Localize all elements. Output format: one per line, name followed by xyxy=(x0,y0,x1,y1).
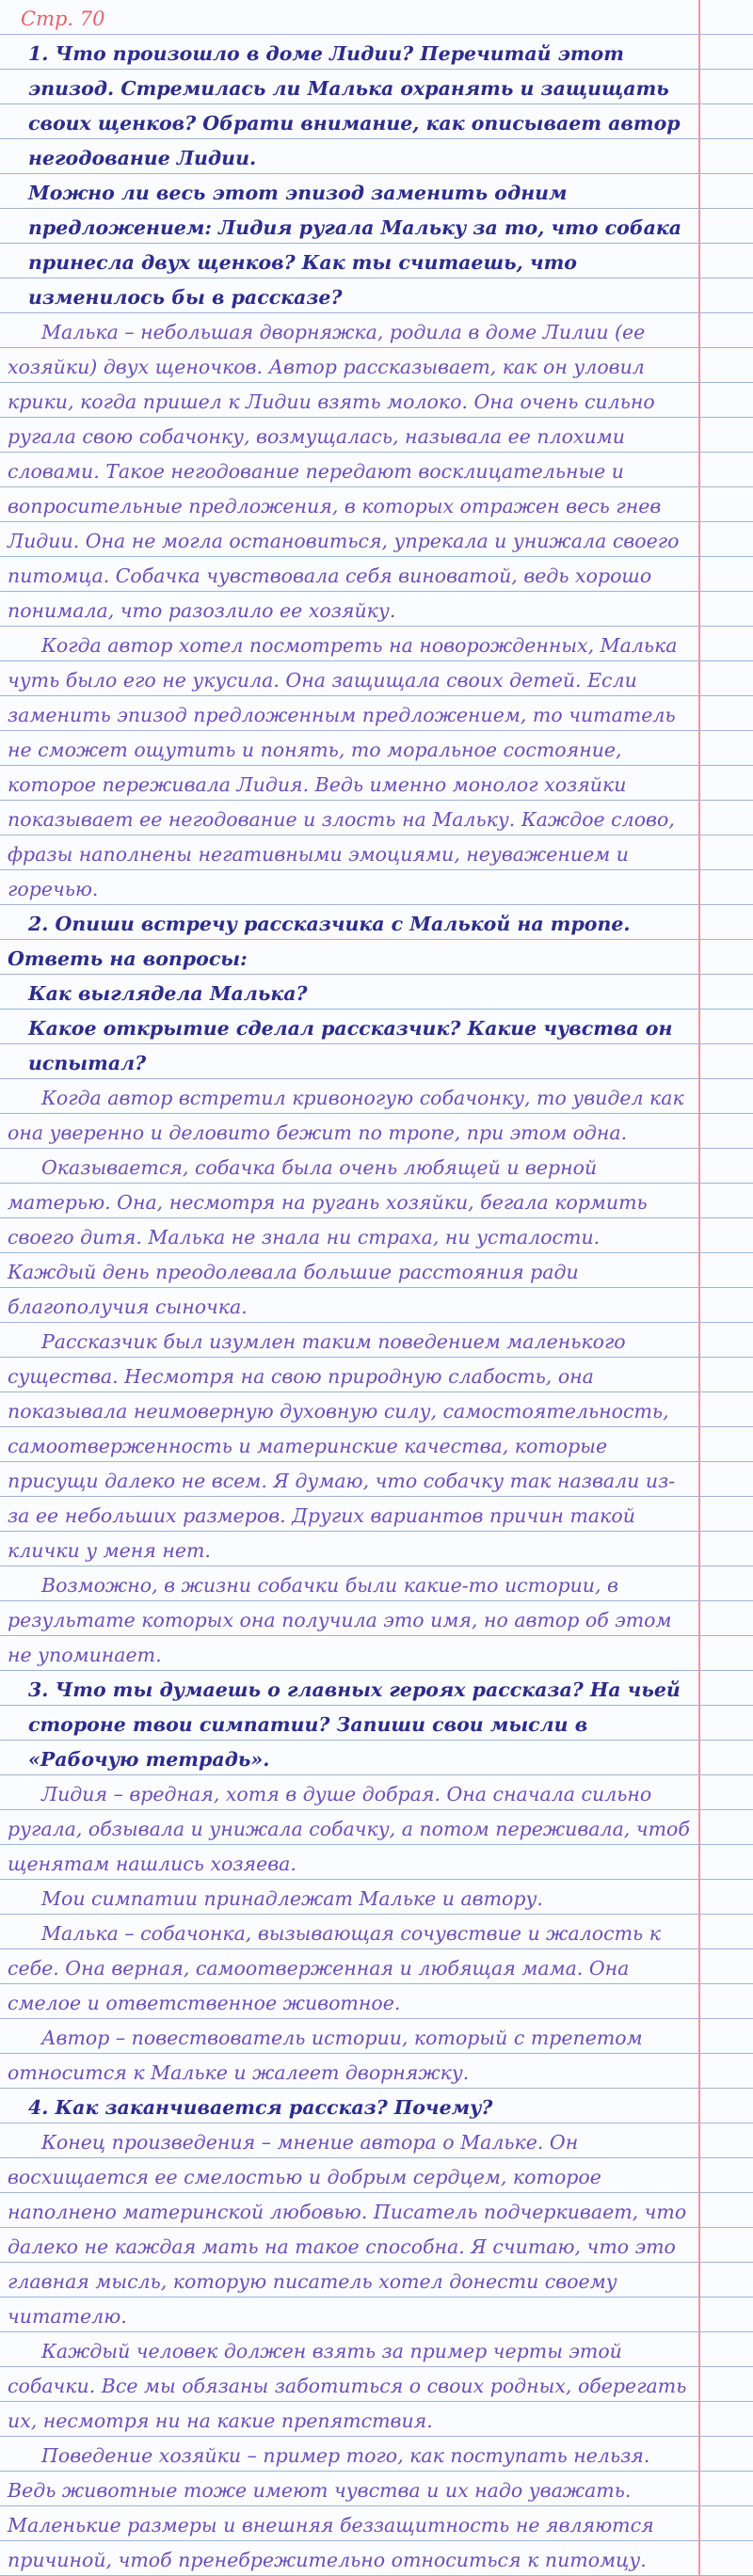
question-text: 2. Опиши встречу рассказчика с Малькой на тропе. xyxy=(28,913,631,935)
answer-block xyxy=(8,2125,691,2576)
answer-paragraph: Когда автор встретил кривоногую собачонку, то увидел как она уверенно и деловито бежит по тропе, при этом одна. xyxy=(8,1087,684,1144)
margin-line xyxy=(698,0,700,2576)
handwritten-content xyxy=(8,2,691,2576)
question-block xyxy=(8,176,691,315)
question-block xyxy=(8,37,691,176)
question-text: Ответь на вопросы: xyxy=(8,947,248,970)
blocks-container xyxy=(8,37,691,2576)
answer-paragraph: Малька – небольшая дворняжка, родила в доме Лилии (ее хозяйки) двух щеночков. Автор рассказывает, как он уловил крики, когда пришел к Лидии взять молоко. Она очень сильно ругала свою собачонку, возмущалась, называла ее плохими словами. Такое негодование передают восклицательные и вопросительные предложения, в которых отражен весь гнев Лидии. Она не могла остановиться, упрекала и унижала своего питомца. Собачка чувствовала себя виноватой, ведь хорошо понимала, что разозлило ее хозяйку. xyxy=(8,321,680,622)
question-text: Как выглядела Малька? xyxy=(28,982,308,1005)
question-block xyxy=(8,2091,691,2125)
answer-block xyxy=(8,1081,691,1673)
question-block xyxy=(8,907,691,942)
question-text: 3. Что ты думаешь о главных героях рассказа? На чьей стороне твои симпатии? Запиши свои мысли в «Рабочую тетрадь». xyxy=(28,1678,681,1771)
answer-paragraph: Возможно, в жизни собачки были какие-то истории, в результате которых она получила это имя, но автор об этом не упоминает. xyxy=(8,1574,672,1666)
answer-paragraph: Каждый человек должен взять за пример черты этой собачки. Все мы обязаны заботиться о своих родных, оберегать их, несмотря ни на какие препятствия. xyxy=(8,2340,687,2432)
question-text: Какое открытие сделал рассказчик? Какие чувства он испытал? xyxy=(28,1017,673,1074)
answer-paragraph: Малька – собачонка, вызывающая сочувствие и жалость к себе. Она верная, самоотверженная и любящая мама. Она смелое и ответственное животное. xyxy=(8,1922,661,2014)
answer-block xyxy=(8,1777,691,2091)
page-number-header: Стр. 70 xyxy=(21,8,105,30)
answer-paragraph: Лидия – вредная, хотя в душе добрая. Она сначала сильно ругала, обзывала и унижала собачку, а потом переживала, чтоб щенятам нашлись хозяева. xyxy=(8,1783,690,1875)
question-text: Можно ли весь этот эпизод заменить одним предложением: Лидия ругала Мальку за то, что собака принесла двух щенков? Как ты считаешь, что изменилось бы в рассказе? xyxy=(28,182,682,309)
answer-paragraph: Рассказчик был изумлен таким поведением маленького существа. Несмотря на свою природную слабость, она показывала неимоверную духовную силу, самостоятельность, самоотверженность и материнские качества, которые присущи далеко не всем. Я думаю, что собачку так назвали из-за ее небольших размеров. Других вариантов причин такой клички у меня нет. xyxy=(8,1330,676,1562)
question-block xyxy=(8,942,691,977)
answer-paragraph: Мои симпатии принадлежат Мальке и автору. xyxy=(41,1887,543,1910)
answer-paragraph: Конец произведения – мнение автора о Мальке. Он восхищается ее смелостью и добрым сердцем, которое наполнено материнской любовью. Писатель подчеркивает, что далеко не каждая мать на такое способна. Я считаю, что это главная мысль, которую писатель хотел донести своему читателю. xyxy=(8,2131,687,2328)
answer-paragraph: Оказывается, собачка была очень любящей и верной матерью. Она, несмотря на ругань хозяйки, бегала кормить своего дитя. Малька не знала ни страха, ни усталости. Каждый день преодолевала большие расстояния ради благополучия сыночка. xyxy=(8,1156,648,1318)
question-block xyxy=(8,977,691,1081)
question-text: 1. Что произошло в доме Лидии? Перечитай этот эпизод. Стремилась ли Малька охранять и защищать своих щенков? Обрати внимание, как описывает автор негодование Лидии. xyxy=(28,42,681,169)
question-block xyxy=(8,1673,691,1777)
answer-block xyxy=(8,315,691,907)
answer-paragraph: Автор – повествователь истории, который с трепетом относится к Мальке и жалеет дворняжку. xyxy=(8,2027,643,2084)
question-text: 4. Как заканчивается рассказ? Почему? xyxy=(28,2096,493,2119)
answer-paragraph: Когда автор хотел посмотреть на новорожденных, Малька чуть было его не укусила. Она защищала своих детей. Если заменить эпизод предложенным предложением, то читатель не сможет ощутить и понять, то моральное состояние, которое переживала Лидия. Ведь именно монолог хозяйки показывает ее негодование и злость на Мальку. Каждое слово, фразы наполнены негативными эмоциями, неуважением и горечью. xyxy=(8,634,678,900)
answer-paragraph: Поведение хозяйки – пример того, как поступать нельзя. Ведь животные тоже имеют чувства и их надо уважать. Маленькие размеры и внешняя беззащитность не являются причиной, чтоб пренебрежительно относиться к питомцу. xyxy=(8,2444,654,2571)
